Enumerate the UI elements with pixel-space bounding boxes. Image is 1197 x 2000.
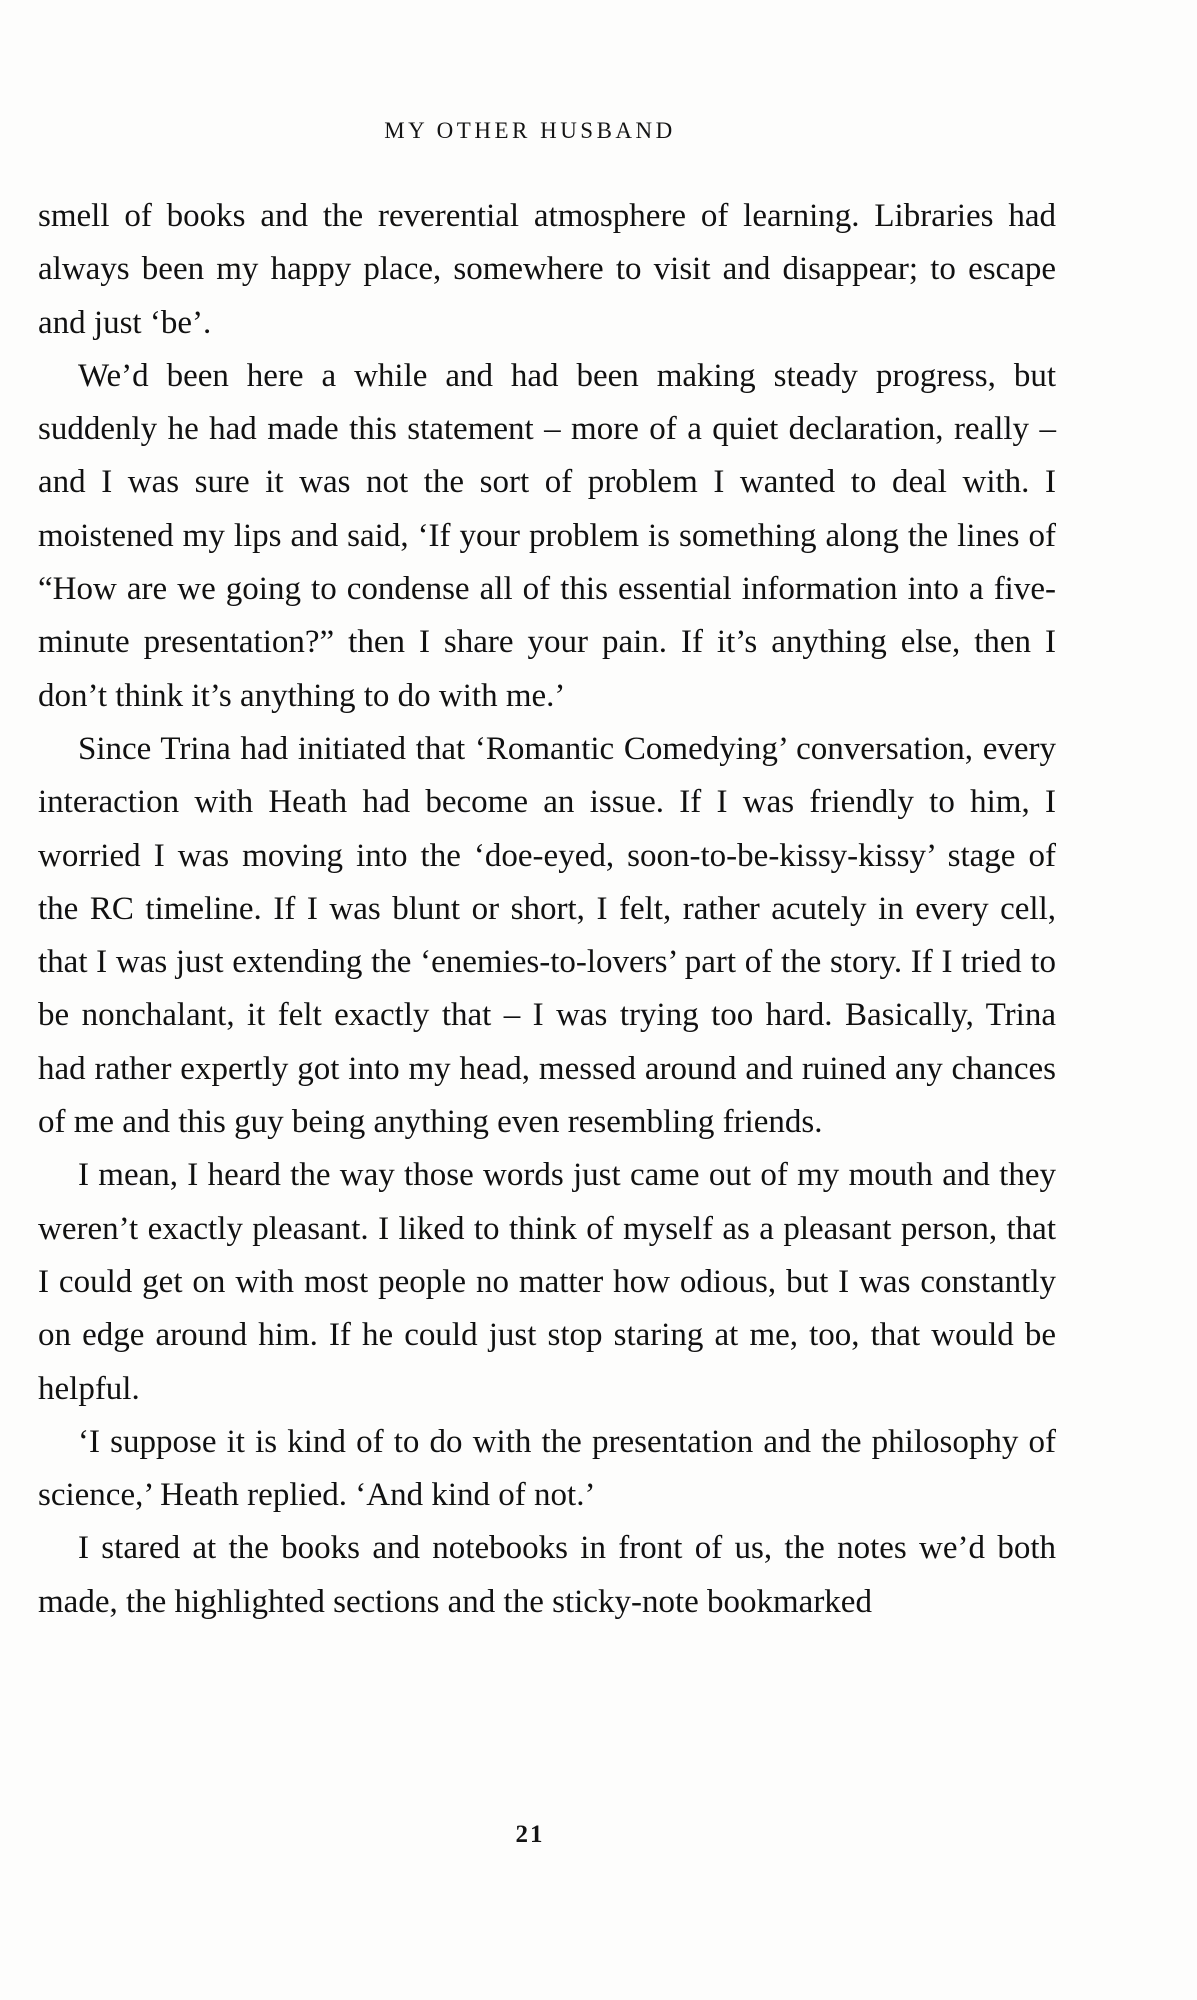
- paragraph-continued: smell of books and the reverential atmosphere of learning. Libraries had always been my happy place, somewhere to visit and disappear; to escape and just ‘be’.: [38, 198, 1056, 341]
- paragraph: I mean, I heard the way those words just came out of my mouth and they weren’t exactly pleasant. I liked to think of myself as a pleasant person, that I could get on with most people no matter how odious, but I was constantly on edge around him. If he could just stop staring at me, too, that would be helpful.: [38, 1157, 1056, 1407]
- paragraph: I stared at the books and notebooks in front of us, the notes we’d both made, the highlighted sections and the sticky-note bookmarked: [38, 1530, 1056, 1620]
- page-number: 21: [515, 1821, 545, 1848]
- paragraph: We’d been here a while and had been making steady progress, but suddenly he had made this statement – more of a quiet declaration, really – and I was sure it was not the sort of problem I wanted to deal with. I moistened my lips and said, ‘If your problem is something along the lines of “How are we going to condense all of this essential information into a five-minute presentation?” then I share your pain. If it’s anything else, then I don’t think it’s anything to do with me.’: [38, 357, 1056, 714]
- paragraph: ‘I suppose it is kind of to do with the presentation and the philosophy of science,’ Heath replied. ‘And kind of not.’: [38, 1423, 1056, 1514]
- body-text: [38, 190, 1056, 1629]
- paragraph: Since Trina had initiated that ‘Romantic Comedying’ conversation, every interaction with Heath had become an issue. If I was friendly to him, I worried I was moving into the ‘doe-eyed, soon-to-be-kissy-kissy’ stage of the RC timeline. If I was blunt or short, I felt, rather acutely in every cell, that I was just extending the ‘enemies-to-lovers’ part of the story. If I tried to be nonchalant, it felt exactly that – I was trying too hard. Basically, Trina had rather expertly got into my head, messed around and ruined any chances of me and this guy being anything even resembling friends.: [38, 730, 1056, 1141]
- running-header: MY OTHER HUSBAND: [384, 118, 676, 143]
